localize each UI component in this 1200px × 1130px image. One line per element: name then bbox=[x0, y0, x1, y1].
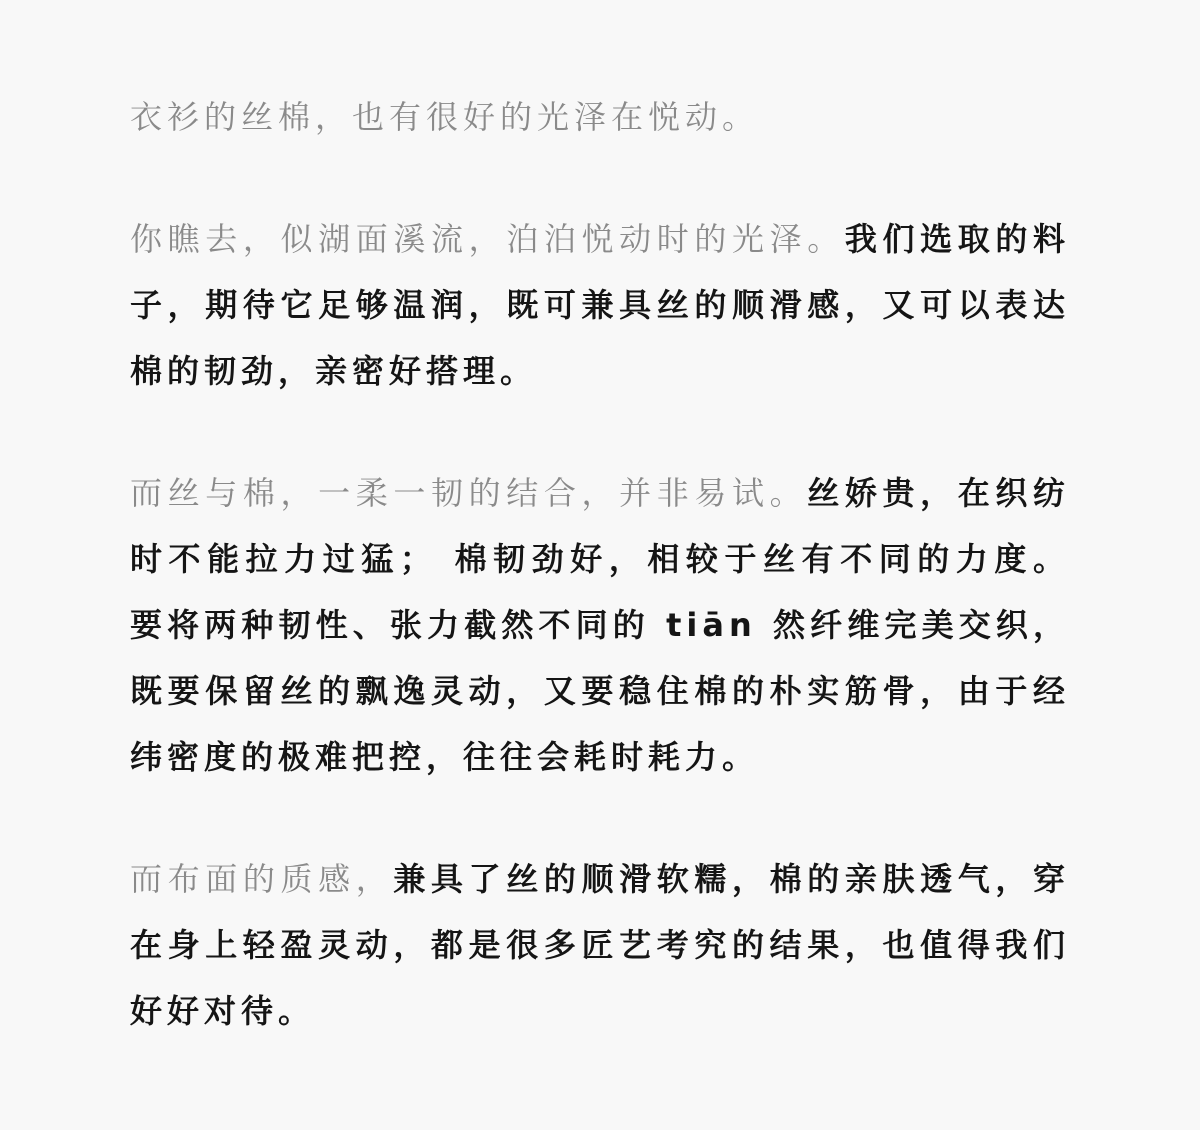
paragraph-weaving bbox=[130, 460, 1070, 790]
paragraph-texture-main-text: 兼具了丝的顺滑软糯，棉的亲肤透气，穿在身上轻盈灵动，都是很多匠艺考究的结果，也值得我们好好对待。 bbox=[130, 860, 1070, 1030]
paragraph-luster-muted-text: 你瞧去，似湖面溪流，泊泊悦动时的光泽。 bbox=[130, 220, 845, 258]
paragraph-luster bbox=[130, 206, 1070, 404]
paragraph-texture bbox=[130, 846, 1070, 1044]
paragraph-intro-muted-text: 衣衫的丝棉，也有很好的光泽在悦动。 bbox=[130, 98, 760, 136]
paragraph-texture-muted-text: 而布面的质感， bbox=[130, 860, 394, 898]
paragraph-weaving-main-text: 丝娇贵，在织纺时不能拉力过猛； 棉韧劲好，相较于丝有不同的力度。要将两种韧性、张力截然不同的 tiān 然纤维完美交织，既要保留丝的飘逸灵动，又要稳住棉的朴实筋骨，由于经纬密度的极难把控，往往会耗时耗力。 bbox=[130, 474, 1070, 776]
paragraph-intro bbox=[130, 84, 1070, 150]
paragraph-weaving-muted-text: 而丝与棉，一柔一韧的结合，并非易试。 bbox=[130, 474, 808, 512]
paragraph-luster-main-text: 我们选取的料子，期待它足够温润，既可兼具丝的顺滑感，又可以表达棉的韧劲，亲密好搭理。 bbox=[130, 220, 1070, 390]
